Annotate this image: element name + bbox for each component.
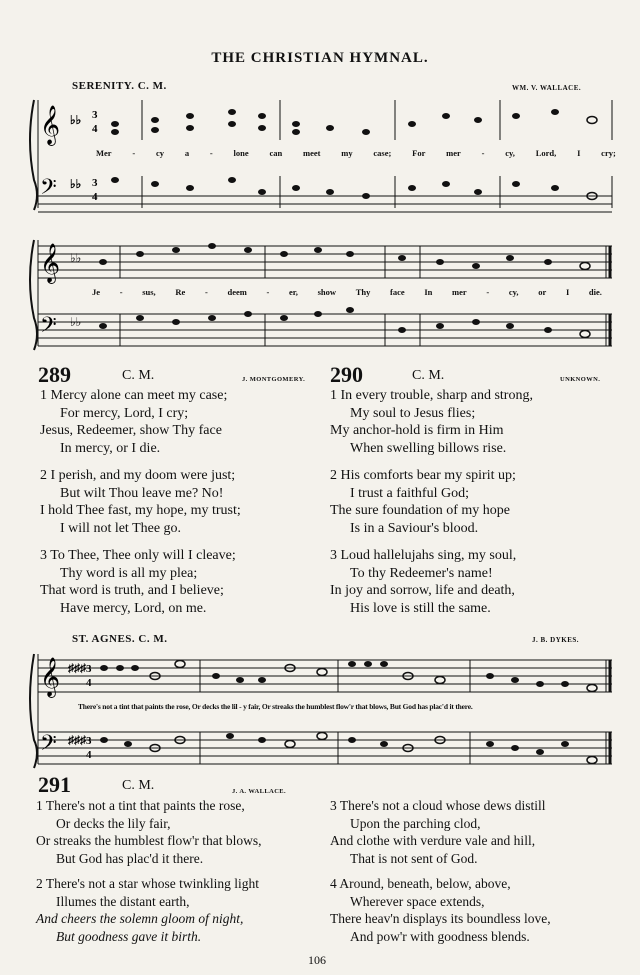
verse-line: And clothe with verdure vale and hill, bbox=[330, 833, 536, 848]
svg-text:𝄢: 𝄢 bbox=[40, 313, 57, 343]
hymn-289-meter: C. M. bbox=[122, 368, 155, 383]
lyric-syllable: I bbox=[577, 148, 581, 158]
lyric-syllable: I bbox=[565, 287, 570, 297]
hymn-291-author: J. A. WALLACE. bbox=[232, 788, 287, 795]
verse-line: My soul to Jesus flies; bbox=[350, 405, 476, 421]
verse-line: When swelling billows rise. bbox=[350, 440, 507, 456]
verse-line: 1 In every trouble, sharp and strong, bbox=[330, 388, 533, 403]
verse-line: 2 I perish, and my doom were just; bbox=[40, 468, 236, 483]
hymn-291-verses-left bbox=[36, 797, 262, 945]
verse-line: For mercy, Lord, I cry; bbox=[60, 405, 189, 421]
svg-text:4: 4 bbox=[86, 677, 92, 689]
verse-line: That is not sent of God. bbox=[350, 850, 478, 866]
tune-composer-serenity: WM. V. WALLACE. bbox=[512, 84, 582, 92]
hymn-number-289: 289 bbox=[38, 362, 71, 387]
svg-text:♭♭: ♭♭ bbox=[70, 251, 82, 265]
hymn-289-verses bbox=[40, 387, 241, 617]
svg-text:3: 3 bbox=[92, 177, 98, 189]
lyric-syllable: cy, bbox=[508, 287, 519, 297]
tune-name-serenity: SERENITY. C. M. bbox=[72, 80, 167, 92]
lyric-syllable: - bbox=[132, 148, 136, 158]
verse-line: In mercy, or I die. bbox=[60, 440, 161, 456]
verse-line: Jesus, Redeemer, show Thy face bbox=[40, 423, 222, 438]
lyric-syllable: sus, bbox=[142, 287, 156, 297]
lyric-syllable: Mer bbox=[96, 148, 112, 158]
lyric-syllable: can bbox=[269, 148, 283, 158]
lyric-syllable: - bbox=[486, 287, 490, 297]
lyric-syllable: - bbox=[119, 287, 123, 297]
lyric-syllable: cy, bbox=[505, 148, 515, 158]
verse-line: 3 There's not a cloud whose dews distill bbox=[330, 798, 546, 813]
lyric-syllable: Je bbox=[92, 287, 101, 297]
svg-text:3: 3 bbox=[86, 663, 92, 675]
verse-line: Or decks the lily fair, bbox=[56, 815, 171, 831]
verse-line: 2 His comforts bear my spirit up; bbox=[330, 468, 516, 483]
svg-text:♭♭: ♭♭ bbox=[70, 177, 82, 191]
lyric-syllable: face bbox=[390, 287, 405, 297]
verse-line: But wilt Thou leave me? No! bbox=[60, 485, 224, 501]
tune-composer-st-agnes: J. B. DYKES. bbox=[532, 636, 580, 644]
hymn-291-verses-right bbox=[330, 797, 551, 945]
svg-text:♭♭: ♭♭ bbox=[70, 113, 82, 127]
verse-line: My anchor-hold is firm in Him bbox=[330, 423, 504, 438]
tune2-lyrics: There's not a tint that paints the rose, Or decks the lil - y fair, Or streaks the humblest flow'r that blows, But God has plac'd it there. bbox=[78, 702, 473, 711]
hymn-number-291: 291 bbox=[38, 772, 71, 797]
lyric-syllable: mer bbox=[446, 148, 461, 158]
verse-line: 3 Loud hallelujahs sing, my soul, bbox=[330, 548, 517, 563]
verse-line: Thy word is all my plea; bbox=[60, 565, 198, 581]
verse-line: 1 There's not a tint that paints the rose, bbox=[36, 798, 245, 813]
verse-line: But God has plac'd it there. bbox=[56, 850, 204, 866]
verse-line: 1 Mercy alone can meet my case; bbox=[40, 388, 228, 403]
lyric-syllable: In bbox=[424, 287, 433, 297]
svg-text:𝄢: 𝄢 bbox=[40, 731, 57, 761]
lyric-syllable: Thy bbox=[355, 287, 371, 297]
lyric-syllable: Lord, bbox=[535, 148, 557, 158]
tune1-lyrics-line-2 bbox=[92, 287, 602, 297]
lyric-syllable: deem bbox=[227, 287, 247, 297]
lyric-syllable: - bbox=[481, 148, 485, 158]
verse-line: The sure foundation of my hope bbox=[330, 503, 511, 518]
svg-text:𝄢: 𝄢 bbox=[40, 175, 57, 205]
verse-line: I hold Thee fast, my hope, my trust; bbox=[40, 503, 241, 518]
lyric-syllable: Re bbox=[175, 287, 186, 297]
lyric-syllable: show bbox=[317, 287, 337, 297]
verse-line: 3 To Thee, Thee only will I cleave; bbox=[40, 548, 236, 563]
lyric-syllable: For bbox=[412, 148, 426, 158]
svg-text:𝄞: 𝄞 bbox=[40, 105, 61, 145]
svg-text:4: 4 bbox=[86, 749, 92, 761]
verse-line: That word is truth, and I believe; bbox=[40, 583, 224, 598]
verse-line: But goodness gave it birth. bbox=[56, 928, 202, 944]
verse-line: Have mercy, Lord, on me. bbox=[60, 600, 207, 616]
hymn-290-author: UNKNOWN. bbox=[560, 376, 601, 383]
tune-name-st-agnes: ST. AGNES. C. M. bbox=[72, 633, 168, 645]
svg-text:♭♭: ♭♭ bbox=[70, 315, 82, 329]
verse-line: Wherever space extends, bbox=[350, 893, 485, 909]
tune1-lyrics-line-1 bbox=[96, 148, 616, 158]
hymn-290-verses bbox=[330, 387, 533, 617]
lyric-syllable: - bbox=[204, 287, 208, 297]
lyric-syllable: my bbox=[341, 148, 353, 158]
verse-line: His love is still the same. bbox=[350, 600, 491, 616]
svg-text:𝄞: 𝄞 bbox=[40, 657, 61, 697]
hymn-289-author: J. MONTGOMERY. bbox=[242, 376, 306, 383]
verse-line: And pow'r with goodness blends. bbox=[350, 928, 530, 944]
svg-text:♯♯♯: ♯♯♯ bbox=[68, 661, 86, 675]
verse-line: In joy and sorrow, life and death, bbox=[330, 583, 515, 598]
svg-text:4: 4 bbox=[92, 123, 98, 135]
lyric-syllable: er, bbox=[289, 287, 298, 297]
hymn-number-290: 290 bbox=[330, 362, 363, 387]
lyric-syllable: - bbox=[266, 287, 270, 297]
page-number: 106 bbox=[308, 953, 326, 967]
verse-line: To thy Redeemer's name! bbox=[350, 565, 493, 581]
lyric-syllable: cry; bbox=[601, 148, 616, 158]
verse-line: 2 There's not a star whose twinkling light bbox=[36, 876, 260, 891]
lyric-syllable: case; bbox=[373, 148, 392, 158]
verse-line: Is in a Saviour's blood. bbox=[350, 520, 479, 536]
lyric-syllable: cy bbox=[156, 148, 165, 158]
verse-line: Upon the parching clod, bbox=[350, 815, 481, 831]
svg-text:4: 4 bbox=[92, 191, 98, 203]
lyric-syllable: lone bbox=[233, 148, 249, 158]
lyric-syllable: - bbox=[209, 148, 213, 158]
verse-line: And cheers the solemn gloom of night, bbox=[36, 911, 244, 926]
lyric-syllable: meet bbox=[303, 148, 321, 158]
svg-text:♯♯♯: ♯♯♯ bbox=[68, 733, 86, 747]
verse-line: I trust a faithful God; bbox=[350, 485, 469, 501]
lyric-syllable: a bbox=[184, 148, 190, 158]
lyric-syllable: die. bbox=[588, 287, 602, 297]
verse-line: 4 Around, beneath, below, above, bbox=[330, 876, 511, 891]
svg-text:3: 3 bbox=[92, 109, 98, 121]
svg-text:3: 3 bbox=[86, 735, 92, 747]
page-running-head: THE CHRISTIAN HYMNAL. bbox=[211, 50, 429, 66]
verse-line: Or streaks the humblest flow'r that blows, bbox=[36, 833, 262, 848]
lyric-syllable: mer bbox=[452, 287, 467, 297]
verse-line: There heav'n displays its boundless love, bbox=[330, 911, 551, 926]
svg-text:𝄞: 𝄞 bbox=[40, 243, 61, 283]
verse-line: Illumes the distant earth, bbox=[56, 893, 190, 909]
verse-line: I will not let Thee go. bbox=[60, 520, 182, 536]
hymn-291-meter: C. M. bbox=[122, 778, 155, 793]
lyric-syllable: or bbox=[538, 287, 547, 297]
hymn-290-meter: C. M. bbox=[412, 368, 445, 383]
